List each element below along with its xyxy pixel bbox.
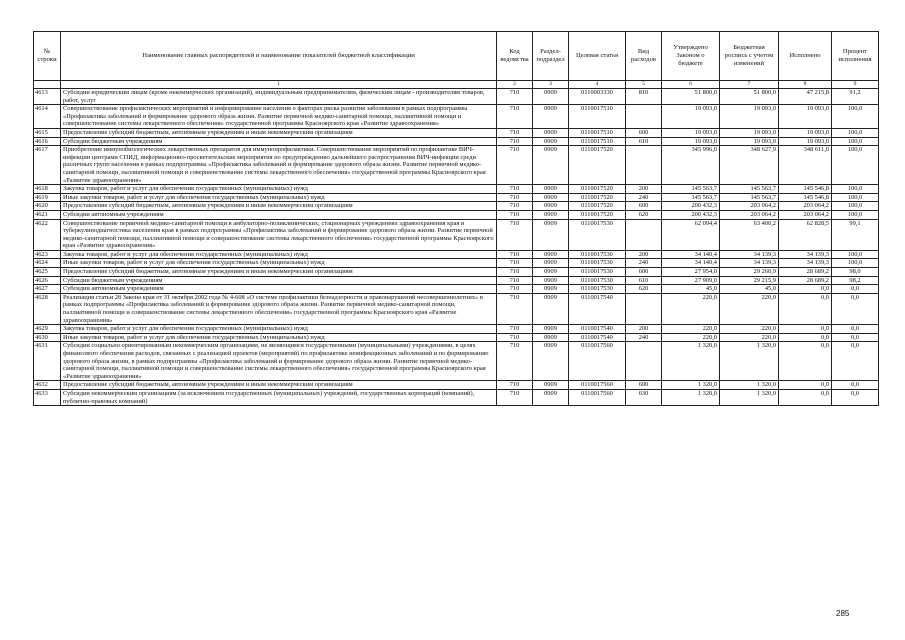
row-name: Субсидии автономным учреждениям [61,285,497,294]
row-celevaya: 0110017530 [569,259,626,268]
row-procent: 100,0 [832,146,879,185]
header-celevaya: Целевая статья [569,32,626,81]
row-celevaya: 0110017530 [569,250,626,259]
row-razdel: 0909 [533,219,569,250]
row-razdel: 0909 [533,137,569,146]
row-ispolneno: 0,0 [779,333,832,342]
row-ispolneno: 19 093,0 [779,137,832,146]
colnum-9: 9 [832,81,879,89]
row-name: Субсидии некоммерческим организациям (за исключением государственных (муниципальных) учреждений, государственных корпораций (компаний), публично-правовых компаний) [61,389,497,405]
row-number: 4618 [34,185,61,194]
row-vid [626,105,662,129]
table-row [34,185,879,194]
row-ispolneno: 145 546,8 [779,185,832,194]
row-rospis: 45,0 [720,285,779,294]
row-celevaya: 0110017530 [569,219,626,250]
row-ved: 710 [497,146,533,185]
row-rospis: 1 320,0 [720,389,779,405]
table-row [34,342,879,381]
row-name: Иные закупки товаров, работ и услуг для обеспечения государственных (муниципальных) нужд [61,333,497,342]
row-utv: 220,0 [662,293,720,324]
column-number-row [34,81,879,89]
row-ved: 710 [497,193,533,202]
row-utv: 19 093,0 [662,137,720,146]
row-number: 4615 [34,128,61,137]
row-vid: 600 [626,268,662,277]
table-row [34,293,879,324]
row-ved: 710 [497,333,533,342]
row-number: 4619 [34,193,61,202]
row-celevaya: 0110017560 [569,389,626,405]
row-utv: 220,0 [662,325,720,334]
row-number: 4632 [34,381,61,390]
row-procent: 100,0 [832,259,879,268]
row-celevaya: 0110017520 [569,185,626,194]
row-name: Предоставление субсидий бюджетным, автономным учреждениям и иным некоммерческим организациям [61,268,497,277]
row-name: Субсидии автономным учреждениям [61,210,497,219]
row-razdel: 0909 [533,185,569,194]
colnum-0 [34,81,61,89]
table-row [34,146,879,185]
row-ved: 710 [497,185,533,194]
row-ispolneno: 0,0 [779,285,832,294]
row-rospis: 63 400,2 [720,219,779,250]
row-celevaya: 0110017520 [569,210,626,219]
row-number: 4616 [34,137,61,146]
row-vid [626,146,662,185]
row-number: 4627 [34,285,61,294]
row-celevaya: 0110017510 [569,105,626,129]
row-ved: 710 [497,276,533,285]
table-row [34,202,879,211]
budget-document [33,31,878,406]
row-name: Субсидии социально ориентированным некоммерческим организациям, не являющимся государственными (муниципальными) учреждениями, в целях финансового обеспечения расходов, связанных с реализацией проектов (мероприятий) по профилактике неинфекционных заболеваний и по формированию здорового образа жизни, в рамках подпрограммы «Профилактика заболеваний и формирование здорового образа жизни. Развитие первичной медико-санитарной помощи, паллиативной помощи и совершенствование системы лекарственного обеспечения» государственной программы Красноярского края «Развитие здравоохранения» [61,342,497,381]
row-utv: 220,0 [662,333,720,342]
row-razdel: 0909 [533,210,569,219]
colnum-7: 7 [720,81,779,89]
row-name: Предоставление субсидий бюджетным, автономным учреждениям и иным некоммерческим организациям [61,381,497,390]
row-vid: 240 [626,259,662,268]
table-row [34,89,879,105]
row-ispolneno: 0,0 [779,389,832,405]
row-ispolneno: 62 828,5 [779,219,832,250]
colnum-2: 2 [497,81,533,89]
row-procent: 100,0 [832,210,879,219]
row-ved: 710 [497,389,533,405]
header-vid: Вид расходов [626,32,662,81]
row-vid: 600 [626,202,662,211]
row-utv: 34 140,4 [662,259,720,268]
row-ispolneno: 28 689,2 [779,268,832,277]
row-vid: 620 [626,285,662,294]
row-vid: 630 [626,389,662,405]
row-vid: 200 [626,250,662,259]
row-razdel: 0909 [533,268,569,277]
row-vid [626,342,662,381]
table-row [34,105,879,129]
row-ispolneno: 348 611,0 [779,146,832,185]
row-ispolneno: 0,0 [779,293,832,324]
row-ispolneno: 203 064,2 [779,210,832,219]
row-razdel: 0909 [533,381,569,390]
row-ispolneno: 34 139,3 [779,250,832,259]
table-row [34,333,879,342]
header-procent: Процент исполнения [832,32,879,81]
row-ved: 710 [497,381,533,390]
header-name: Наименование главных распорядителей и наименование показателей бюджетной классификации [61,32,497,81]
row-name: Субсидии бюджетным учреждениям [61,276,497,285]
colnum-6: 6 [662,81,720,89]
row-ispolneno: 34 139,3 [779,259,832,268]
row-number: 4631 [34,342,61,381]
row-razdel: 0909 [533,259,569,268]
row-ved: 710 [497,285,533,294]
header-utv: Утверждено Законом о бюджете [662,32,720,81]
row-razdel: 0909 [533,276,569,285]
row-ispolneno: 0,0 [779,325,832,334]
colnum-3: 3 [533,81,569,89]
row-vid [626,219,662,250]
row-rospis: 1 320,0 [720,381,779,390]
table-row [34,381,879,390]
table-row [34,193,879,202]
row-ved: 710 [497,219,533,250]
table-row [34,128,879,137]
row-name: Совершенствование профилактических мероприятий и информирование населения о факторах риска развития заболевания в рамках подпрограммы «Профилактика заболеваний и формирование здорового образа жизни. Развитие первичной медико-санитарной помощи, паллиативной помощи и совершенствование системы лекарственного обеспечения» государственной программы Красноярского края «Развитие здравоохранения» [61,105,497,129]
row-procent: 100,0 [832,250,879,259]
table-row [34,268,879,277]
row-celevaya: 0110017540 [569,333,626,342]
row-utv: 45,0 [662,285,720,294]
row-rospis: 29 260,9 [720,268,779,277]
row-rospis: 34 139,3 [720,250,779,259]
row-number: 4626 [34,276,61,285]
row-rospis: 220,0 [720,333,779,342]
row-procent: 100,0 [832,193,879,202]
row-ispolneno: 145 546,8 [779,193,832,202]
row-number: 4620 [34,202,61,211]
row-procent: 98,0 [832,268,879,277]
row-procent: 0,0 [832,293,879,324]
row-procent: 100,0 [832,105,879,129]
row-utv: 145 563,7 [662,185,720,194]
table-row [34,210,879,219]
budget-table [33,31,879,406]
page-number: 285 [836,609,850,618]
row-number: 4614 [34,105,61,129]
row-name: Совершенствование первичной медико-санитарной помощи в амбулаторно-поликлинических, стационарных учреждениях здравоохранения края и туберкулинодиагностика населения края в рамках подпрограммы «Профилактика заболеваний и формирование здорового образа жизни. Развитие первичной медико-санитарной помощи, паллиативной помощи и совершенствование системы лекарственного обеспечения» государственной программы Красноярского края «Развитие здравоохранения» [61,219,497,250]
colnum-4: 4 [569,81,626,89]
row-name: Субсидии юридическим лицам (кроме некоммерческих организаций), индивидуальным предпринимателям, физическим лицам - производителям товаров, работ, услуг [61,89,497,105]
row-utv: 200 432,3 [662,202,720,211]
row-ved: 710 [497,137,533,146]
row-ispolneno: 47 215,8 [779,89,832,105]
row-number: 4633 [34,389,61,405]
row-razdel: 0909 [533,128,569,137]
row-number: 4624 [34,259,61,268]
row-celevaya: 0110017560 [569,342,626,381]
header-num: № строки [34,32,61,81]
row-procent: 99,1 [832,219,879,250]
row-vid: 610 [626,137,662,146]
row-vid: 200 [626,185,662,194]
row-ispolneno: 19 093,0 [779,105,832,129]
row-ispolneno: 0,0 [779,342,832,381]
row-utv: 1 320,0 [662,389,720,405]
row-ved: 710 [497,293,533,324]
header-ispolneno: Исполнено [779,32,832,81]
row-name: Приобретение иммунобиологических лекарственных препаратов для иммунопрофилактики. Совершенствование мероприятий по профилактике ВИЧ-инфекции центрами СПИД, информационно-просветительские мероприятия по предупреждению дальнейшего распространения ВИЧ-инфекции среди различных групп населения в рамках подпрограммы «Профилактика заболеваний и формирование здорового образа жизни. Развитие первичной медико-санитарной помощи, паллиативной помощи и совершенствование системы лекарственного обеспечения» государственной программы Красноярского края «Развитие здравоохранения» [61,146,497,185]
row-utv: 200 432,3 [662,210,720,219]
row-ispolneno: 203 064,2 [779,202,832,211]
row-utv: 19 093,0 [662,105,720,129]
row-razdel: 0909 [533,105,569,129]
row-utv: 145 563,7 [662,193,720,202]
row-name: Иные закупки товаров, работ и услуг для обеспечения государственных (муниципальных) нужд [61,259,497,268]
row-ved: 710 [497,325,533,334]
row-celevaya: 0110017520 [569,193,626,202]
row-celevaya: 0110003330 [569,89,626,105]
row-vid: 610 [626,276,662,285]
row-procent: 100,0 [832,128,879,137]
row-celevaya: 0110017520 [569,202,626,211]
row-procent: 0,0 [832,389,879,405]
row-celevaya: 0110017560 [569,381,626,390]
row-ved: 710 [497,128,533,137]
row-celevaya: 0110017520 [569,146,626,185]
row-procent: 91,2 [832,89,879,105]
row-ved: 710 [497,89,533,105]
row-celevaya: 0110017510 [569,128,626,137]
row-name: Реализация статьи 28 Закона края от 31 октября 2002 года № 4-608 «О системе профилактики безнадзорности и правонарушений несовершеннолетних» в рамках подпрограммы «Профилактика заболеваний и формирование здорового образа жизни. Развитие первичной медико-санитарной помощи, паллиативной помощи и совершенствование системы лекарственного обеспечения» государственной программы Красноярского края «Развитие здравоохранения» [61,293,497,324]
row-rospis: 203 064,2 [720,202,779,211]
row-number: 4623 [34,250,61,259]
row-procent: 0,0 [832,333,879,342]
row-vid: 810 [626,89,662,105]
row-celevaya: 0110017530 [569,276,626,285]
row-razdel: 0909 [533,285,569,294]
row-number: 4617 [34,146,61,185]
row-celevaya: 0110017540 [569,293,626,324]
row-rospis: 29 215,9 [720,276,779,285]
row-procent: 100,0 [832,202,879,211]
row-razdel: 0909 [533,89,569,105]
row-vid: 240 [626,193,662,202]
row-number: 4630 [34,333,61,342]
colnum-5: 5 [626,81,662,89]
row-ved: 710 [497,210,533,219]
row-razdel: 0909 [533,250,569,259]
row-ved: 710 [497,250,533,259]
row-rospis: 19 093,0 [720,105,779,129]
row-name: Предоставление субсидий бюджетным, автономным учреждениям и иным некоммерческим организациям [61,202,497,211]
row-number: 4628 [34,293,61,324]
row-procent: 0,0 [832,285,879,294]
row-ved: 710 [497,259,533,268]
row-rospis: 19 093,0 [720,137,779,146]
row-rospis: 220,0 [720,293,779,324]
row-vid: 200 [626,325,662,334]
row-name: Субсидии бюджетным учреждениям [61,137,497,146]
table-row [34,285,879,294]
row-procent: 100,0 [832,185,879,194]
row-rospis: 19 093,0 [720,128,779,137]
row-procent: 0,0 [832,381,879,390]
row-procent: 0,0 [832,342,879,381]
table-row [34,325,879,334]
row-razdel: 0909 [533,202,569,211]
row-ispolneno: 0,0 [779,381,832,390]
row-name: Закупка товаров, работ и услуг для обеспечения государственных (муниципальных) нужд [61,185,497,194]
row-razdel: 0909 [533,389,569,405]
row-vid: 620 [626,210,662,219]
row-ispolneno: 28 689,2 [779,276,832,285]
row-rospis: 145 563,7 [720,193,779,202]
table-row [34,259,879,268]
header-razdel: Раздел-подраздел [533,32,569,81]
table-row [34,219,879,250]
row-rospis: 1 320,0 [720,342,779,381]
row-utv: 19 093,0 [662,128,720,137]
row-ved: 710 [497,342,533,381]
row-procent: 98,2 [832,276,879,285]
row-rospis: 203 064,2 [720,210,779,219]
row-utv: 1 320,0 [662,381,720,390]
row-razdel: 0909 [533,342,569,381]
table-body [34,89,879,406]
row-utv: 34 140,4 [662,250,720,259]
row-ved: 710 [497,105,533,129]
row-ved: 710 [497,202,533,211]
row-ved: 710 [497,268,533,277]
row-rospis: 51 800,0 [720,89,779,105]
header-rospis: Бюджетная роспись с учетом изменений [720,32,779,81]
row-razdel: 0909 [533,146,569,185]
header-ved: Код ведомства [497,32,533,81]
row-razdel: 0909 [533,293,569,324]
row-vid: 240 [626,333,662,342]
row-utv: 62 094,4 [662,219,720,250]
row-number: 4629 [34,325,61,334]
row-utv: 345 996,0 [662,146,720,185]
table-row [34,137,879,146]
row-celevaya: 0110017530 [569,285,626,294]
header-row [34,32,879,81]
row-celevaya: 0110017540 [569,325,626,334]
row-number: 4613 [34,89,61,105]
row-celevaya: 0110017510 [569,137,626,146]
colnum-8: 8 [779,81,832,89]
row-celevaya: 0110017530 [569,268,626,277]
row-utv: 1 320,0 [662,342,720,381]
row-vid: 600 [626,381,662,390]
row-razdel: 0909 [533,333,569,342]
row-number: 4622 [34,219,61,250]
row-razdel: 0909 [533,193,569,202]
row-number: 4625 [34,268,61,277]
row-vid: 600 [626,128,662,137]
row-utv: 27 909,0 [662,276,720,285]
table-row [34,276,879,285]
row-procent: 100,0 [832,137,879,146]
row-name: Закупка товаров, работ и услуг для обеспечения государственных (муниципальных) нужд [61,250,497,259]
row-vid [626,293,662,324]
row-name: Предоставление субсидий бюджетным, автономным учреждениям и иным некоммерческим организациям [61,128,497,137]
row-name: Закупка товаров, работ и услуг для обеспечения государственных (муниципальных) нужд [61,325,497,334]
row-utv: 27 954,0 [662,268,720,277]
row-razdel: 0909 [533,325,569,334]
row-number: 4621 [34,210,61,219]
row-name: Иные закупки товаров, работ и услуг для обеспечения государственных (муниципальных) нужд [61,193,497,202]
row-utv: 51 800,0 [662,89,720,105]
row-rospis: 145 563,7 [720,185,779,194]
row-rospis: 220,0 [720,325,779,334]
table-row [34,250,879,259]
row-rospis: 34 139,3 [720,259,779,268]
row-rospis: 348 627,9 [720,146,779,185]
colnum-1: 1 [61,81,497,89]
row-procent: 0,0 [832,325,879,334]
row-ispolneno: 19 093,0 [779,128,832,137]
table-row [34,389,879,405]
